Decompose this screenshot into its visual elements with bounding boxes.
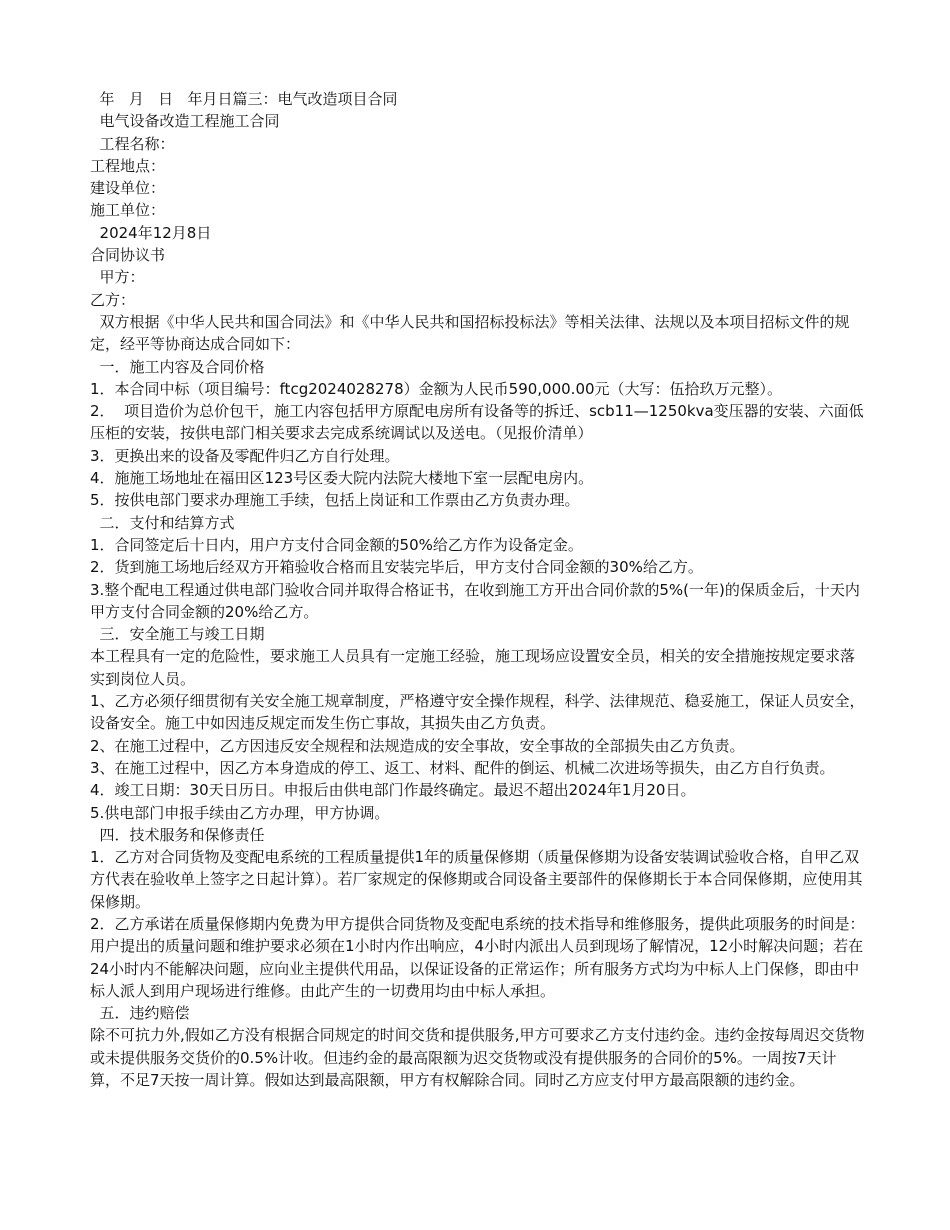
section-3-heading: 三．安全施工与竣工日期 bbox=[90, 625, 265, 644]
contract-title: 电气设备改造工程施工合同 bbox=[90, 112, 280, 131]
section-1-item-3: 3．更换出来的设备及零配件归乙方自行处理。 bbox=[90, 446, 400, 465]
project-location-label: 工程地点： bbox=[90, 156, 166, 175]
preamble-paragraph: 双方根据《中华人民共和国合同法》和《中华人民共和国招标投标法》等相关法律、法规以及本项目招标文件的规定，经平等协商达成合同如下： bbox=[90, 312, 850, 354]
header-date-title: 年 月 日 年月日篇三：电气改造项目合同 bbox=[90, 90, 398, 108]
party-b-label: 乙方： bbox=[90, 290, 136, 309]
project-name-label: 工程名称： bbox=[90, 134, 175, 153]
section-3-intro: 本工程具有一定的危险性，要求施工人员具有一定施工经验，施工现场应设置安全员，相关的安全措施按规定要求落实到岗位人员。 bbox=[90, 647, 856, 688]
section-1-heading: 一．施工内容及合同价格 bbox=[90, 357, 265, 376]
section-4-item-2: 2．乙方承诺在质量保修期内免费为甲方提供合同货物及变配电系统的技术指导和维修服务，提供此项服务的时间是：用户提出的质量问题和维护要求必须在1小时内作出响应，4小时内派出人员到现场了解情况，12小时解决问题；若在24小时内不能解决问题，应向业主提供代用品，以保证设备的正常运作；所有服务方式均为中标人上门保修，即由中标人派人到用户现场进行维修。由此产生的一切费用均由中标人承担。 bbox=[90, 914, 865, 1000]
section-2-item-1: 1．合同签定后十日内，用户方支付合同金额的50%给乙方作为设备定金。 bbox=[90, 535, 583, 554]
section-3-item-5: 5.供电部门申报手续由乙方办理，甲方协调。 bbox=[90, 803, 390, 822]
section-1-item-5: 5．按供电部门要求办理施工手续，包括上岗证和工作票由乙方负责办理。 bbox=[90, 491, 580, 510]
construction-unit-label: 建设单位： bbox=[90, 179, 166, 198]
section-5-paragraph: 除不可抗力外,假如乙方没有根据合同规定的时间交货和提供服务,甲方可要求乙方支付违约金。违约金按每周迟交货物或未提供服务交货价的0.5%计收。但违约金的最高限额为迟交货物或没有提供服务的合同价的5%。一周按7天计算，不足7天按一周计算。假如达到最高限额，甲方有权解除合同。同时乙方应支付甲方最高限额的违约金。 bbox=[90, 1026, 865, 1090]
section-2-heading: 二．支付和结算方式 bbox=[90, 513, 235, 532]
contractor-unit-label: 施工单位： bbox=[90, 201, 166, 220]
party-a-label: 甲方： bbox=[90, 268, 145, 287]
section-1-item-4: 4．施施工场地址在福田区123号区委大院内法院大楼地下室一层配电房内。 bbox=[90, 469, 594, 488]
section-3-item-3: 3、在施工过程中，因乙方本身造成的停工、返工、材料、配件的倒运、机械二次进场等损失，由乙方自行负责。 bbox=[90, 758, 835, 777]
section-4-item-1: 1．乙方对合同货物及变配电系统的工程质量提供1年的质量保修期（质量保修期为设备安装调试验收合格，自甲乙双方代表在验收单上签字之日起计算）。若厂家规定的保修期或合同设备主要部件的保修期长于本合同保修期，应使用其保修期。 bbox=[90, 848, 863, 911]
section-1-item-2: 2． 项目造价为总价包干，施工内容包括甲方原配电房所有设备等的拆迁、scb11—1250kva变压器的安装、六面低压柜的安装，按供电部门相关要求去完成系统调试以及送电。（见报价清单） bbox=[90, 402, 864, 443]
contract-date: 2024年12月8日 bbox=[90, 223, 212, 242]
section-5-heading: 五．违约赔偿 bbox=[90, 1004, 190, 1023]
section-1-item-1: 1．本合同中标（项目编号：ftcg2024028278）金额为人民币590,000.00元（大写：伍拾玖万元整）。 bbox=[90, 379, 783, 398]
section-4-heading: 四．技术服务和保修责任 bbox=[90, 825, 265, 844]
section-3-item-1: 1、乙方必须仔细贯彻有关安全施工规章制度，严格遵守安全操作规程，科学、法律规范、稳妥施工，保证人员安全，设备安全。施工中如因违反规定而发生伤亡事故，其损失由乙方负责。 bbox=[90, 692, 865, 733]
section-3-item-4: 4．竣工日期：30天日历日。申报后由供电部门作最终确定。最迟不超出2024年1月20日。 bbox=[90, 781, 696, 800]
agreement-heading: 合同协议书 bbox=[90, 246, 166, 265]
section-2-item-3: 3.整个配电工程通过供电部门验收合同并取得合格证书，在收到施工方开出合同价款的5%(一年)的保质金后，十天内甲方支付合同金额的20%给乙方。 bbox=[90, 580, 860, 621]
section-3-item-2: 2、在施工过程中，乙方因违反安全规程和法规造成的安全事故，安全事故的全部损失由乙方负责。 bbox=[90, 736, 745, 755]
contract-document bbox=[90, 88, 865, 1091]
section-2-item-2: 2．货到施工场地后经双方开箱验收合格而且安装完毕后，甲方支付合同金额的30%给乙方。 bbox=[90, 558, 703, 577]
